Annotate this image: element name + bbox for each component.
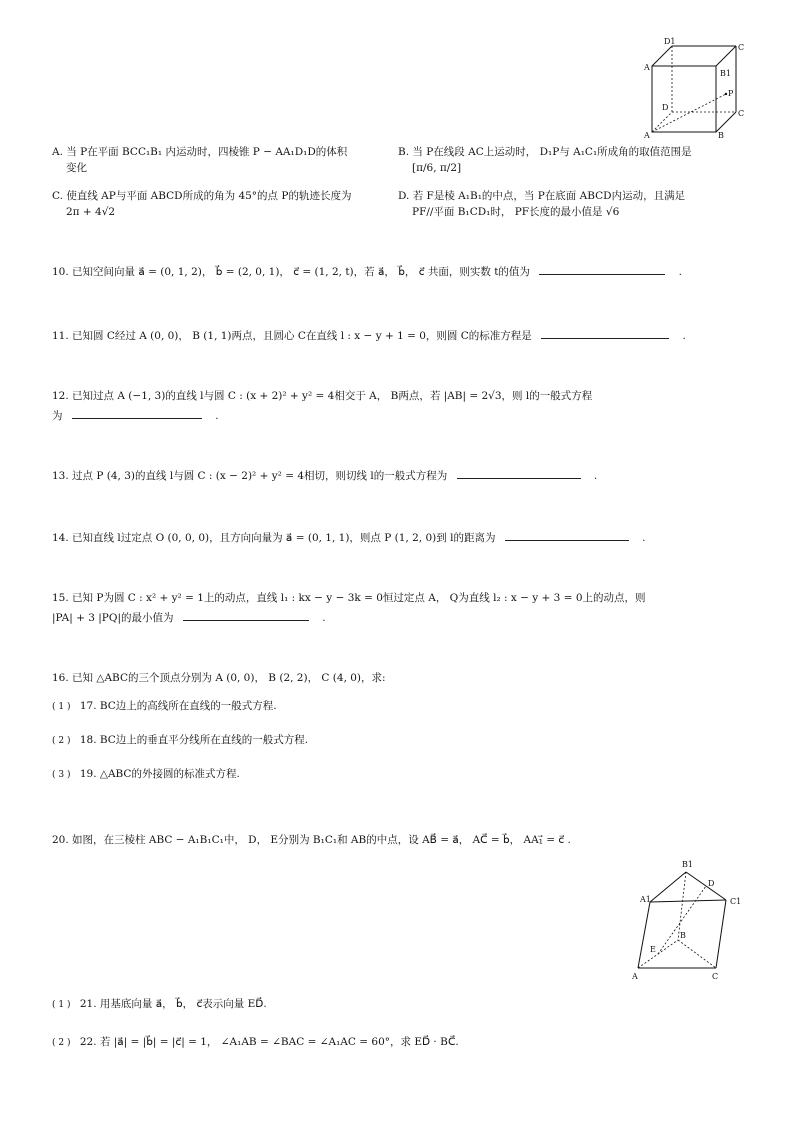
part-text: 22. 若 |a⃗| = |b⃗| = |c⃗| = 1， ∠A₁AB = ∠BAC = ∠A₁AC = 60°，求 ED⃗ · BC⃗. [79, 1036, 459, 1048]
question-16-part-1 [52, 698, 277, 713]
period: . [322, 612, 326, 624]
cube-hidden-edge [652, 112, 672, 132]
question-12-text: 12. 已知过点 A (−1, 3)的直线 l与圆 C : (x + 2)² + y² = 4相交于 A， B两点，若 |AB| = 2√3，则 l的一般式方程 [52, 390, 593, 402]
question-20 [52, 832, 571, 847]
question-16 [52, 670, 386, 685]
question-10-text: 10. 已知空间向量 a⃗ = (0, 1, 2)， b⃗ = (2, 0, 1)， c⃗ = (1, 2, t)，若 a⃗， b⃗， c⃗ 共面，则实数 t的值为 [52, 266, 530, 278]
prism-edge [650, 872, 686, 902]
label-a: A [632, 972, 638, 981]
part-tag: ( 1 ) [52, 702, 71, 712]
label-d1: D1 [664, 37, 676, 46]
question-15-line2 [52, 610, 326, 625]
question-13 [52, 468, 597, 483]
answer-blank[interactable] [541, 328, 669, 339]
label-b1: B1 [720, 69, 731, 78]
option-a-line1: A. 当 P在平面 BCC₁B₁ 内运动时，四棱锥 P − AA₁D₁D的体积 [52, 146, 348, 158]
question-14-text: 14. 已知直线 l过定点 O (0, 0, 0)，且方向向量为 a⃗ = (0, 1, 1)，则点 P (1, 2, 0)到 l的距离为 [52, 532, 496, 544]
period: . [678, 266, 682, 278]
question-15-text: 15. 已知 P为圆 C : x² + y² = 1上的动点，直线 l₁ : kx − y − 3k = 0恒过定点 A， Q为直线 l₂ : x − y + 3 = 0上的动点，则 [52, 592, 646, 604]
label-c: C [738, 109, 745, 118]
option-b [398, 144, 748, 176]
label-p: P [728, 89, 734, 98]
part-text: 21. 用基底向量 a⃗， b⃗， c⃗表示向量 ED⃗. [79, 998, 267, 1010]
question-12 [52, 388, 592, 403]
question-15-text2: |PA| + 3 |PQ|的最小值为 [52, 612, 174, 624]
cube-edge [716, 112, 736, 132]
option-c [52, 188, 392, 220]
segment-ed [658, 886, 706, 954]
period: . [593, 470, 598, 482]
question-20-part-1 [52, 996, 267, 1011]
prism-edge [650, 900, 726, 902]
label-b1: B1 [682, 860, 693, 869]
option-c-line1: C. 使直线 AP与平面 ABCD所成的角为 45°的点 P的轨迹长度为 [52, 190, 352, 202]
question-12-text2: 为 [52, 410, 63, 422]
answer-blank[interactable] [539, 264, 665, 275]
point-p [725, 93, 727, 95]
part-text: 17. BC边上的高线所在直线的一般式方程. [79, 700, 277, 712]
question-14 [52, 530, 645, 545]
option-b-line2: [π/6, π/2] [412, 162, 462, 174]
part-text: 18. BC边上的垂直平分线所在直线的一般式方程. [79, 734, 309, 746]
option-a [52, 144, 392, 176]
question-16-part-3 [52, 766, 240, 781]
label-b: B [718, 131, 724, 140]
cube-edge [716, 46, 736, 66]
question-12-line2 [52, 408, 219, 423]
option-d [398, 188, 748, 220]
part-tag: ( 1 ) [52, 1000, 71, 1010]
cube-edge [652, 46, 672, 66]
label-c1: C1 [730, 897, 742, 906]
label-a1: A [644, 63, 650, 72]
period: . [642, 532, 646, 544]
question-16-text: 16. 已知 △ABC的三个顶点分别为 A (0, 0)， B (2, 2)， C (4, 0)，求: [52, 672, 386, 684]
label-a1: A1 [640, 895, 651, 904]
question-20-text: 20. 如图，在三棱柱 ABC − A₁B₁C₁中， D， E分别为 B₁C₁和 AB的中点，设 AB⃗ = a⃗， AC⃗ = b⃗， AA₁⃗ = c⃗ . [52, 834, 571, 846]
question-13-text: 13. 过点 P (4, 3)的直线 l与圆 C : (x − 2)² + y² = 4相切，则切线 l的一般式方程为 [52, 470, 448, 482]
option-a-line2: 变化 [66, 162, 87, 174]
label-d: D [662, 103, 669, 112]
label-c1: C [738, 43, 745, 52]
prism-edge [716, 900, 726, 968]
label-a: A [644, 131, 650, 140]
label-d: D [708, 879, 715, 888]
label-c: C [712, 972, 719, 981]
part-text: 19. △ABC的外接圆的标准式方程. [79, 768, 240, 780]
answer-blank[interactable] [505, 530, 629, 541]
option-b-line1: B. 当 P在线段 AC上运动时， D₁P与 A₁C₁所成角的取值范围是 [398, 146, 692, 158]
label-e: E [650, 945, 656, 954]
part-tag: ( 2 ) [52, 1038, 71, 1048]
question-11 [52, 328, 686, 343]
period: . [215, 410, 219, 422]
option-d-line2: PF//平面 B₁CD₁时， PF长度的最小值是 √6 [412, 206, 620, 218]
part-tag: ( 3 ) [52, 770, 71, 780]
question-11-text: 11. 已知圆 C经过 A (0, 0)， B (1, 1)两点，且圆心 C在直线 l : x − y + 1 = 0，则圆 C的标准方程是 [52, 330, 532, 342]
prism-hidden-edge [678, 872, 686, 940]
question-16-part-2 [52, 732, 308, 747]
label-b: B [680, 931, 686, 940]
period: . [682, 330, 686, 342]
prism-hidden-edge [678, 940, 716, 968]
question-20-part-2 [52, 1034, 459, 1049]
segment-ap [652, 94, 726, 132]
answer-blank[interactable] [72, 408, 202, 419]
answer-blank[interactable] [183, 610, 309, 621]
answer-blank[interactable] [457, 468, 581, 479]
prism-edge [638, 902, 650, 968]
option-d-line1: D. 若 F是棱 A₁B₁的中点，当 P在底面 ABCD内运动，且满足 [398, 190, 686, 202]
part-tag: ( 2 ) [52, 736, 71, 746]
cube-figure [640, 36, 750, 141]
option-c-line2: 2π + 4√2 [66, 206, 116, 218]
question-10 [52, 264, 682, 279]
question-15 [52, 590, 646, 605]
prism-figure [628, 856, 748, 984]
